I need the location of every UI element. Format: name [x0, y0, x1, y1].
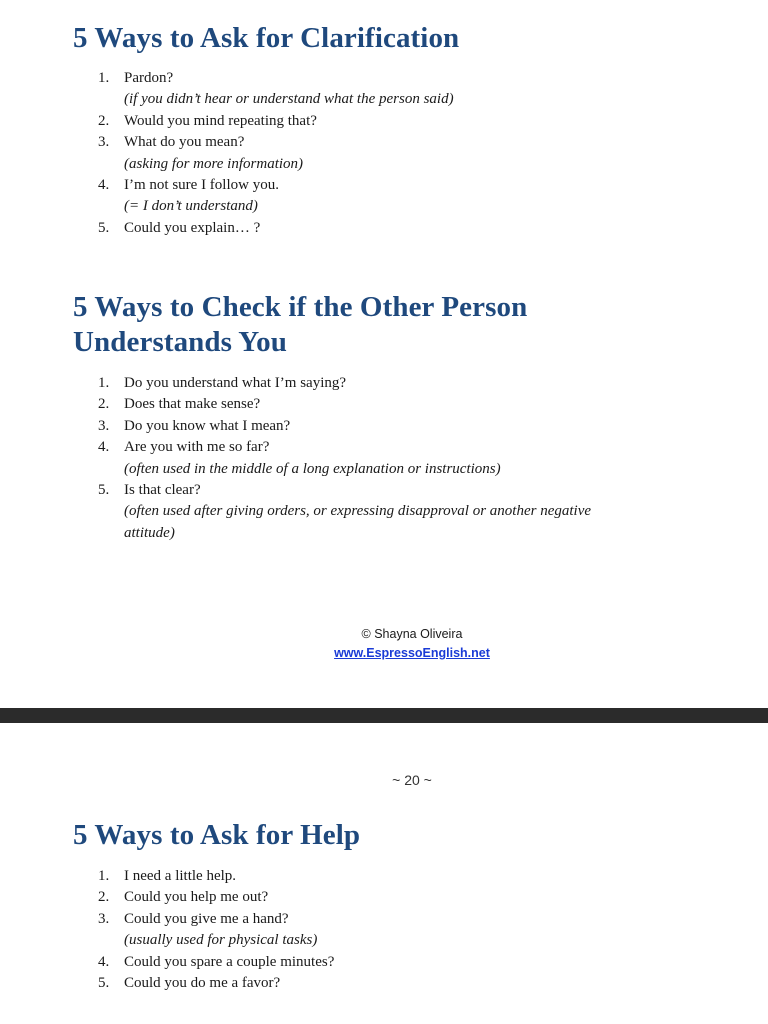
- list-note: (often used in the middle of a long explanation or instructions): [124, 460, 501, 477]
- list-text: Do you know what I mean?: [124, 417, 291, 434]
- list-note: (= I don’t understand): [124, 198, 258, 215]
- heading-line-2: Understands You: [73, 326, 287, 358]
- list-text: Are you with me so far?: [124, 439, 270, 456]
- list-note: (often used after giving orders, or expressing disapproval or another negative: [124, 503, 592, 520]
- list-number: 4.: [98, 953, 110, 970]
- page-separator: [0, 708, 768, 723]
- list-number: 3.: [98, 910, 110, 927]
- list-text: I’m not sure I follow you.: [124, 176, 279, 193]
- list-text: Could you explain… ?: [124, 219, 261, 236]
- section-heading-ask-help: 5 Ways to Ask for Help: [73, 819, 361, 851]
- list-text: Could you spare a couple minutes?: [124, 953, 335, 970]
- website-link[interactable]: www.EspressoEnglish.net: [334, 646, 490, 660]
- list-number: 1.: [98, 375, 110, 391]
- section-heading-check-understanding: [73, 290, 527, 360]
- list-note: (asking for more information): [124, 155, 304, 172]
- list-number: 1.: [98, 868, 110, 884]
- list-number: 4.: [98, 176, 110, 193]
- list-number: 5.: [98, 481, 110, 498]
- list-text: Would you mind repeating that?: [124, 112, 317, 129]
- list-number: 2.: [98, 396, 110, 413]
- copyright-credit: © Shayna Oliveira: [361, 627, 463, 641]
- list-number: 1.: [98, 70, 110, 86]
- list-text: Do you understand what I’m saying?: [124, 375, 347, 391]
- list-text: Could you give me a hand?: [124, 910, 289, 927]
- heading-line-1: 5 Ways to Check if the Other Person: [73, 291, 528, 323]
- list-text: Pardon?: [124, 70, 174, 86]
- list-number: 4.: [98, 439, 110, 456]
- list-number: 2.: [98, 889, 110, 906]
- list-number: 3.: [98, 134, 110, 151]
- document-page-2: [0, 723, 768, 1024]
- list-note: (if you didn’t hear or understand what the person said): [124, 91, 454, 108]
- list-text: Is that clear?: [124, 481, 201, 498]
- list-text: Could you help me out?: [124, 889, 269, 906]
- list-text: Could you do me a favor?: [124, 974, 281, 991]
- section-heading-clarification: 5 Ways to Ask for Clarification: [73, 22, 460, 54]
- list-text: I need a little help.: [124, 868, 237, 884]
- list-number: 5.: [98, 974, 110, 991]
- list-number: 5.: [98, 219, 110, 236]
- list-text: What do you mean?: [124, 134, 245, 151]
- list-number: 2.: [98, 112, 110, 129]
- page-number: ~ 20 ~: [392, 772, 432, 788]
- list-note-continued: attitude): [124, 524, 175, 541]
- list-note: (usually used for physical tasks): [124, 932, 318, 949]
- list-text: Does that make sense?: [124, 396, 261, 413]
- list-number: 3.: [98, 417, 110, 434]
